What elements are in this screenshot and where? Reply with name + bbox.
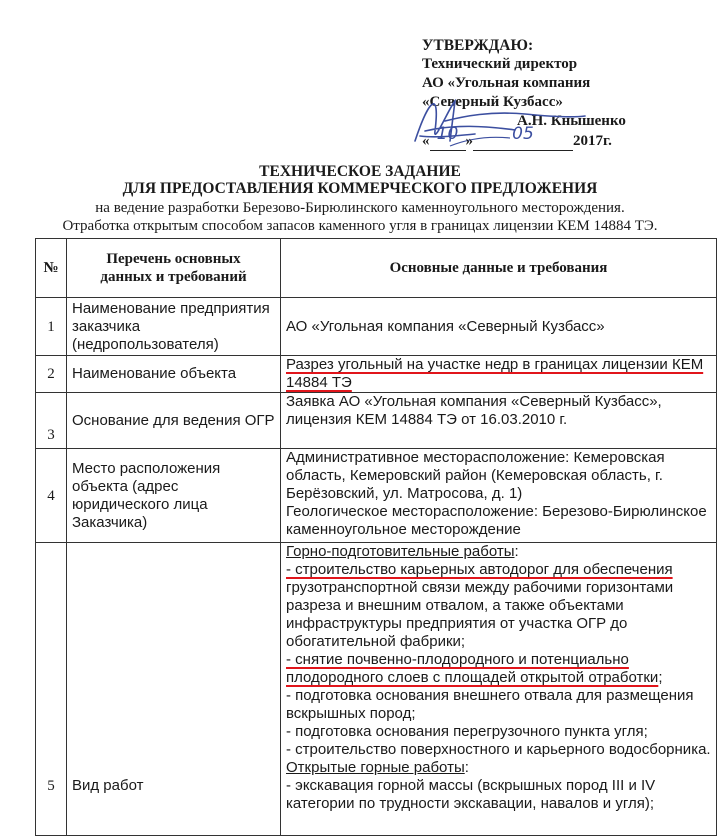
approval-heading: УТВЕРЖДАЮ: — [422, 37, 534, 54]
header-list-line1: Перечень основных — [106, 251, 241, 267]
list-item: - подготовка основания внешнего отвала для размещения вскрышных пород; — [286, 687, 694, 722]
row-label: Вид работ — [67, 543, 281, 836]
row-label: Место расположения объекта (адрес юридического лица Заказчика) — [67, 449, 281, 543]
highlighted-roads-item: - строительство карьерных автодорог для обеспечения — [286, 561, 673, 578]
list-item: - подготовка основания перегрузочного пункта угля; — [286, 723, 648, 740]
requirements-table — [35, 238, 717, 836]
approver-company-line1: АО «Угольная компания — [422, 75, 591, 91]
section-open-pit-title: Открытые горные работы — [286, 759, 465, 776]
section-prep-works: Горно-подготовительные работы: — [286, 543, 519, 560]
row-label: Наименование объекта — [67, 356, 281, 393]
highlighted-soil-item-a: - снятие почвенно-плодородного и потенциально — [286, 651, 629, 668]
document-subtitle-line1: на ведение разработки Березово-Бирюлинского каменноугольного месторождения. — [95, 200, 625, 216]
approver-position: Технический директор — [422, 56, 578, 72]
row-number: 3 — [36, 393, 67, 449]
list-item: - строительство карьерных автодорог для обеспечения грузотранспортной связи между рабочими горизонтами разреза и внешним отвалом, а также объектами инфраструктуры предприятия от участка ОГР до обогатительной фабрики; — [286, 561, 674, 650]
row-value — [281, 356, 717, 393]
row-label: Наименование предприятия заказчика (недропользователя) — [67, 298, 281, 356]
approver-name: А.Н. Кнышенко — [517, 113, 626, 129]
date-mid-quote: » — [465, 133, 473, 149]
header-list — [67, 239, 281, 298]
row-value: Заявка АО «Угольная компания «Северный Кузбасс», лицензия КЕМ 14884 ТЭ от 16.03.2010 г. — [281, 393, 717, 449]
date-month-blank — [473, 124, 573, 151]
row-value: АО «Угольная компания «Северный Кузбасс» — [281, 298, 717, 356]
document-title-line1: ТЕХНИЧЕСКОЕ ЗАДАНИЕ — [259, 163, 461, 180]
table-header-row — [36, 239, 717, 298]
date-day: 10 — [436, 124, 459, 144]
row-number: 1 — [36, 298, 67, 356]
header-num: № — [36, 239, 67, 298]
row-value — [281, 449, 717, 543]
header-main: Основные данные и требования — [281, 239, 717, 298]
row-number: 2 — [36, 356, 67, 393]
section-prep-works-title: Горно-подготовительные работы — [286, 543, 515, 560]
date-day-blank — [430, 124, 466, 151]
table-row — [36, 449, 717, 543]
document-title-line2: ДЛЯ ПРЕДОСТАВЛЕНИЯ КОММЕРЧЕСКОГО ПРЕДЛОЖЕНИЯ — [122, 180, 598, 197]
approval-date — [422, 124, 612, 151]
date-year: 2017г. — [573, 133, 612, 149]
header-list-line2: данных и требований — [100, 269, 247, 285]
list-item: - экскавация горной массы (вскрышных пород III и IV категории по трудности экскавации, навалов и угля); — [286, 777, 656, 812]
date-open-quote: « — [422, 133, 430, 149]
row-label: Основание для ведения ОГР — [67, 393, 281, 449]
list-item: - снятие почвенно-плодородного и потенциально плодородного слоев с площадей открытой отработки; — [286, 651, 663, 686]
table-row — [36, 298, 717, 356]
table-row — [36, 356, 717, 393]
geo-location: Геологическое месторасположение: Березово-Бирюлинское каменноугольное месторождение — [286, 503, 707, 538]
list-item: - строительство поверхностного и карьерного водосборника. — [286, 741, 711, 758]
approver-company-line2: «Северный Кузбасс» — [422, 94, 563, 110]
admin-location: Административное месторасположение: Кемеровская область, Кемеровский район (Кемеровская область, г. Берёзовский, ул. Матросова, д. 1) — [286, 449, 665, 502]
row-number: 4 — [36, 449, 67, 543]
table-row — [36, 393, 717, 449]
table-row — [36, 543, 717, 836]
section-open-pit-works: Открытые горные работы: — [286, 759, 469, 776]
date-month: 05 — [512, 124, 534, 144]
highlighted-object-name: Разрез угольный на участке недр в границах лицензии КЕМ 14884 ТЭ — [286, 356, 704, 391]
work-types-list — [286, 543, 711, 835]
row-number: 5 — [36, 543, 67, 836]
row-value — [281, 543, 717, 836]
document-subtitle-line2: Отработка открытым способом запасов каменного угля в границах лицензии КЕМ 14884 ТЭ. — [62, 218, 658, 234]
highlighted-soil-item-b: плодородного слоев с площадей открытой отработки — [286, 669, 659, 686]
